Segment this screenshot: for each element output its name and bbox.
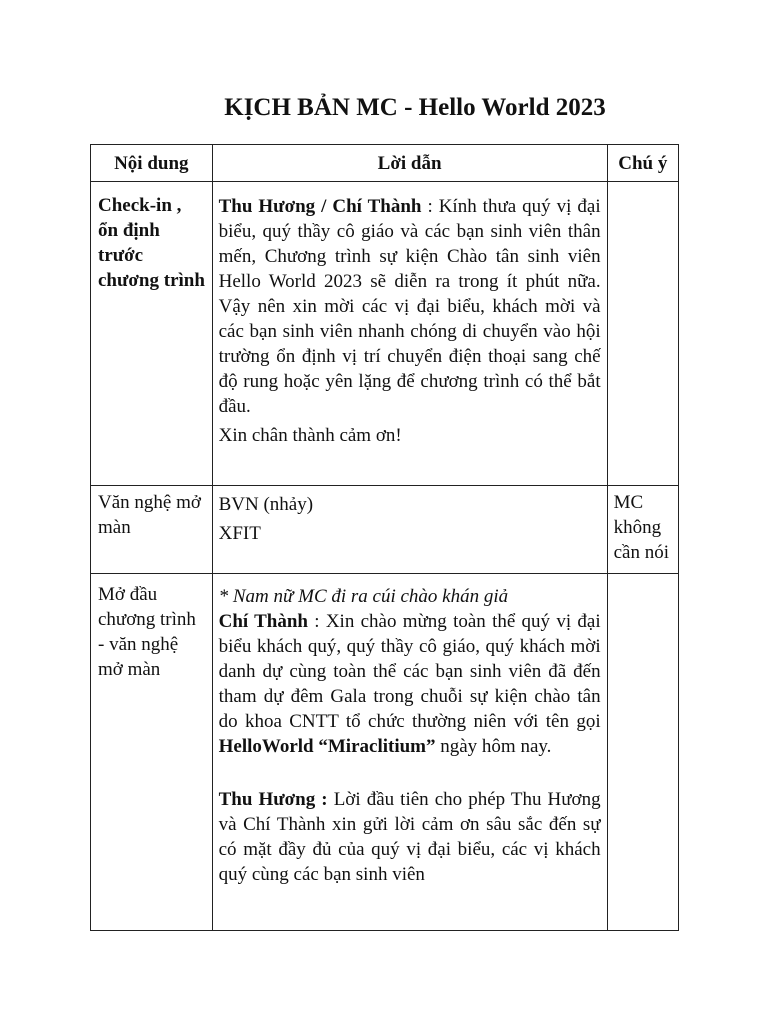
- speaker-name: Thu Hương / Chí Thành: [218, 196, 422, 217]
- content-cell: [91, 182, 213, 486]
- script-paragraph: [219, 609, 601, 759]
- header-script: Lời dẫn: [212, 145, 607, 182]
- script-cell: [212, 486, 607, 574]
- script-cell: [212, 182, 607, 486]
- table-row: [91, 574, 679, 931]
- mc-script-table: [90, 144, 679, 931]
- content-cell: [91, 574, 213, 931]
- note-text: [608, 574, 678, 586]
- note-cell: [607, 182, 678, 486]
- content-cell: [91, 486, 213, 574]
- stage-direction: * Nam nữ MC đi ra cúi chào khán giả: [218, 586, 509, 607]
- segment-title: Mở đầu chương trình - văn nghệ mở màn: [98, 584, 196, 680]
- table-row: [91, 486, 679, 574]
- performance-item: XFIT: [218, 523, 261, 544]
- segment-title: Văn nghệ mở màn: [98, 492, 201, 538]
- speaker-name: Thu Hương :: [218, 789, 328, 810]
- script-cell: [212, 574, 607, 931]
- note-text: MC không cần nói: [613, 492, 670, 563]
- script-closing: Xin chân thành cảm ơn!: [218, 425, 402, 446]
- header-content: Nội dung: [91, 145, 213, 182]
- note-cell: [607, 574, 678, 931]
- script-paragraph: [219, 787, 601, 887]
- script-text: Lời đầu tiên cho phép Thu Hương và Chí Thành xin gửi lời cảm ơn sâu sắc đến sự có mặt đầy đủ của quý vị đại biểu, các vị khách quý cùng các bạn sinh viên: [218, 789, 601, 885]
- speaker-name: Chí Thành: [218, 611, 308, 632]
- document-title: KỊCH BẢN MC - Hello World 2023: [224, 94, 606, 121]
- script-text: : Kính thưa quý vị đại biểu, quý thầy cô giáo và các bạn sinh viên thân mến, Chương trình sự kiện Chào tân sinh viên Hello World 2023 sẽ diễn ra trong ít phút nữa. Vậy nên xin mời các vị đại biểu, khách mời và các bạn sinh viên nhanh chóng di chuyển vào hội trường ổn định vị trí chuyển điện thoại sang chế độ rung hoặc yên lặng để chương trình có thể bắt đầu.: [218, 196, 601, 417]
- note-text: [608, 182, 678, 194]
- script-text: ngày hôm nay.: [435, 736, 552, 757]
- note-cell: [607, 486, 678, 574]
- table-row: [91, 182, 679, 486]
- script-text: : Xin chào mừng toàn thể quý vị đại biểu khách quý, quý thầy cô giáo, quý khách mời danh dự cùng toàn thể các bạn sinh viên đã đến tham dự đêm Gala trong chuỗi sự kiện chào tân do khoa CNTT tổ chức thường niên với tên gọi: [218, 611, 601, 732]
- header-note: Chú ý: [607, 145, 678, 182]
- table-header-row: [91, 145, 679, 182]
- segment-title: Check-in , ổn định trước chương trình: [98, 195, 205, 291]
- script-paragraph: [219, 194, 601, 419]
- performance-item: BVN (nhảy): [218, 494, 314, 515]
- event-name: HelloWorld “Miraclitium”: [218, 736, 436, 757]
